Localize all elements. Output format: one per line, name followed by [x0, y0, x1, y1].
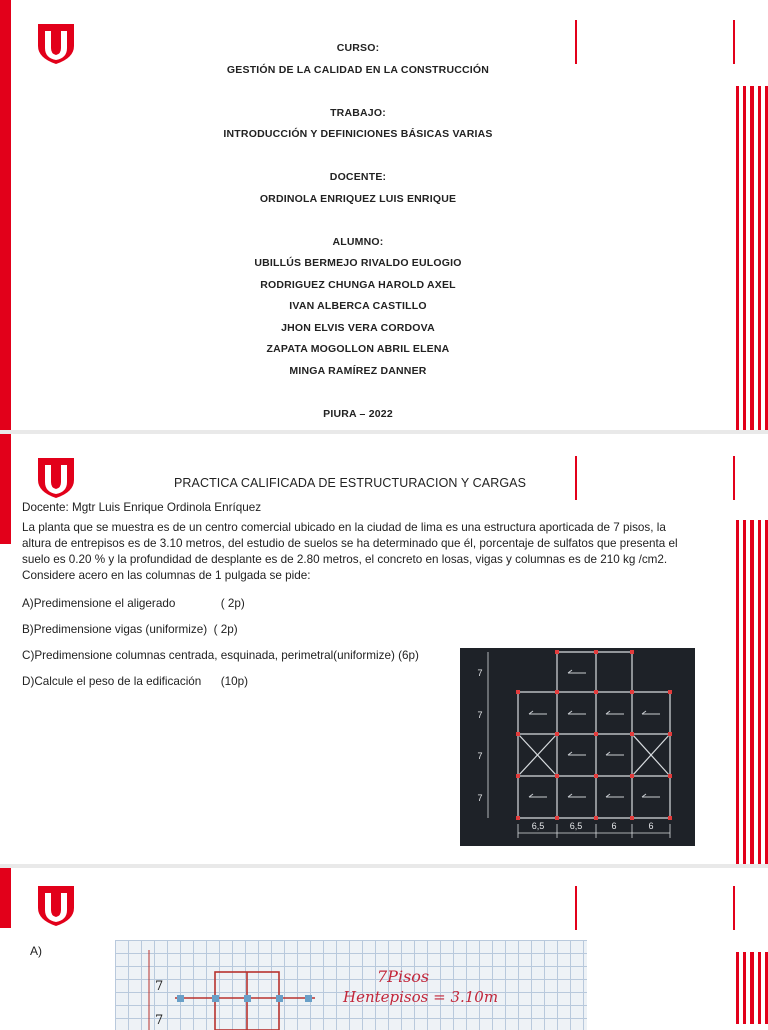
brand-stripes: [736, 520, 768, 864]
part-a-label: A): [30, 944, 42, 958]
alumno-label: ALUMNO:: [332, 235, 384, 248]
docente-label: DOCENTE:: [329, 171, 387, 183]
bay-width-label: 6: [648, 821, 654, 831]
work-title: INTRODUCCIÓN Y DEFINICIONES BÁSICAS VARIAS: [223, 128, 493, 140]
question-list: [22, 596, 419, 700]
handwritten-notes-photo: [115, 940, 587, 1030]
structural-floor-plan: [460, 648, 695, 846]
bay-width-label: 6: [611, 821, 617, 831]
hw-height-note: Hentepisos = 3.10m: [343, 988, 499, 1006]
university-shield-logo: [38, 886, 74, 926]
student-name: ZAPATA MOGOLLON ABRIL ELENA: [266, 343, 450, 355]
practice-body: [22, 500, 682, 584]
student-name: RODRIGUEZ CHUNGA HAROLD AXEL: [260, 278, 456, 291]
brand-left-bar: [0, 868, 11, 928]
question-item: C)Predimensione columnas centrada, esquinada, perimetral(uniformize) (6p): [22, 649, 419, 662]
student-name: IVAN ALBERCA CASTILLO: [289, 300, 427, 312]
solution-slide: [0, 868, 768, 1028]
teacher-line: Docente: Mgtr Luis Enrique Ordinola Enríquez: [22, 501, 262, 514]
cover-text-block: [0, 38, 716, 425]
practice-title: PRACTICA CALIFICADA DE ESTRUCTURACION Y CARGAS: [173, 476, 527, 490]
question-item: B)Predimensione vigas (uniformize) ( 2p): [22, 623, 238, 636]
course-name: GESTIÓN DE LA CALIDAD EN LA CONSTRUCCIÓN: [226, 63, 490, 76]
bay-height-label: 7: [477, 751, 483, 761]
hw-floors-note: 7Pisos: [377, 967, 430, 986]
question-item: D)Calcule el peso de la edificación (10p): [22, 675, 249, 688]
cover-slide: [0, 0, 768, 430]
trabajo-label: TRABAJO:: [330, 106, 386, 119]
bay-width-label: 6,5: [569, 821, 583, 831]
problem-statement: La planta que se muestra es de un centro comercial ubicado en la ciudad de lima es una estructura aporticada de 7 pisos, la altura de entrepisos es de 3.10 metros, del estudio de suelos se ha determinado que él, porcentaje de sulfatos que presenta el suelo es 0.20 % y la profundidad de desplante es de 2.80 metros, el concreto en losas, vigas y columnas es de 210 kg /cm2. Considere acero en las columnas de 1 pulgada se pide:: [22, 521, 678, 582]
practice-slide: [0, 434, 768, 864]
brand-stripes: [736, 952, 768, 1024]
curso-label: CURSO:: [336, 42, 380, 54]
brand-divider-line: [733, 20, 735, 64]
bay-height-label: 7: [477, 793, 483, 803]
question-item: A)Predimensione el aligerado ( 2p): [22, 597, 245, 610]
student-name: MINGA RAMÍREZ DANNER: [289, 364, 427, 377]
brand-divider-line: [575, 886, 577, 930]
hw-axis-label: 7: [155, 1013, 164, 1028]
student-name: JHON ELVIS VERA CORDOVA: [281, 321, 435, 334]
student-name: UBILLÚS BERMEJO RIVALDO EULOGIO: [254, 257, 462, 269]
brand-stripes: [736, 86, 768, 430]
place-date: PIURA – 2022: [323, 407, 393, 420]
bay-width-label: 6,5: [531, 821, 545, 831]
bay-height-label: 7: [477, 668, 483, 678]
brand-divider-line: [733, 886, 735, 930]
brand-divider-line: [733, 456, 735, 500]
teacher-name: ORDINOLA ENRIQUEZ LUIS ENRIQUE: [259, 192, 457, 205]
hw-axis-label: 7: [155, 979, 164, 994]
bay-height-label: 7: [477, 710, 483, 720]
